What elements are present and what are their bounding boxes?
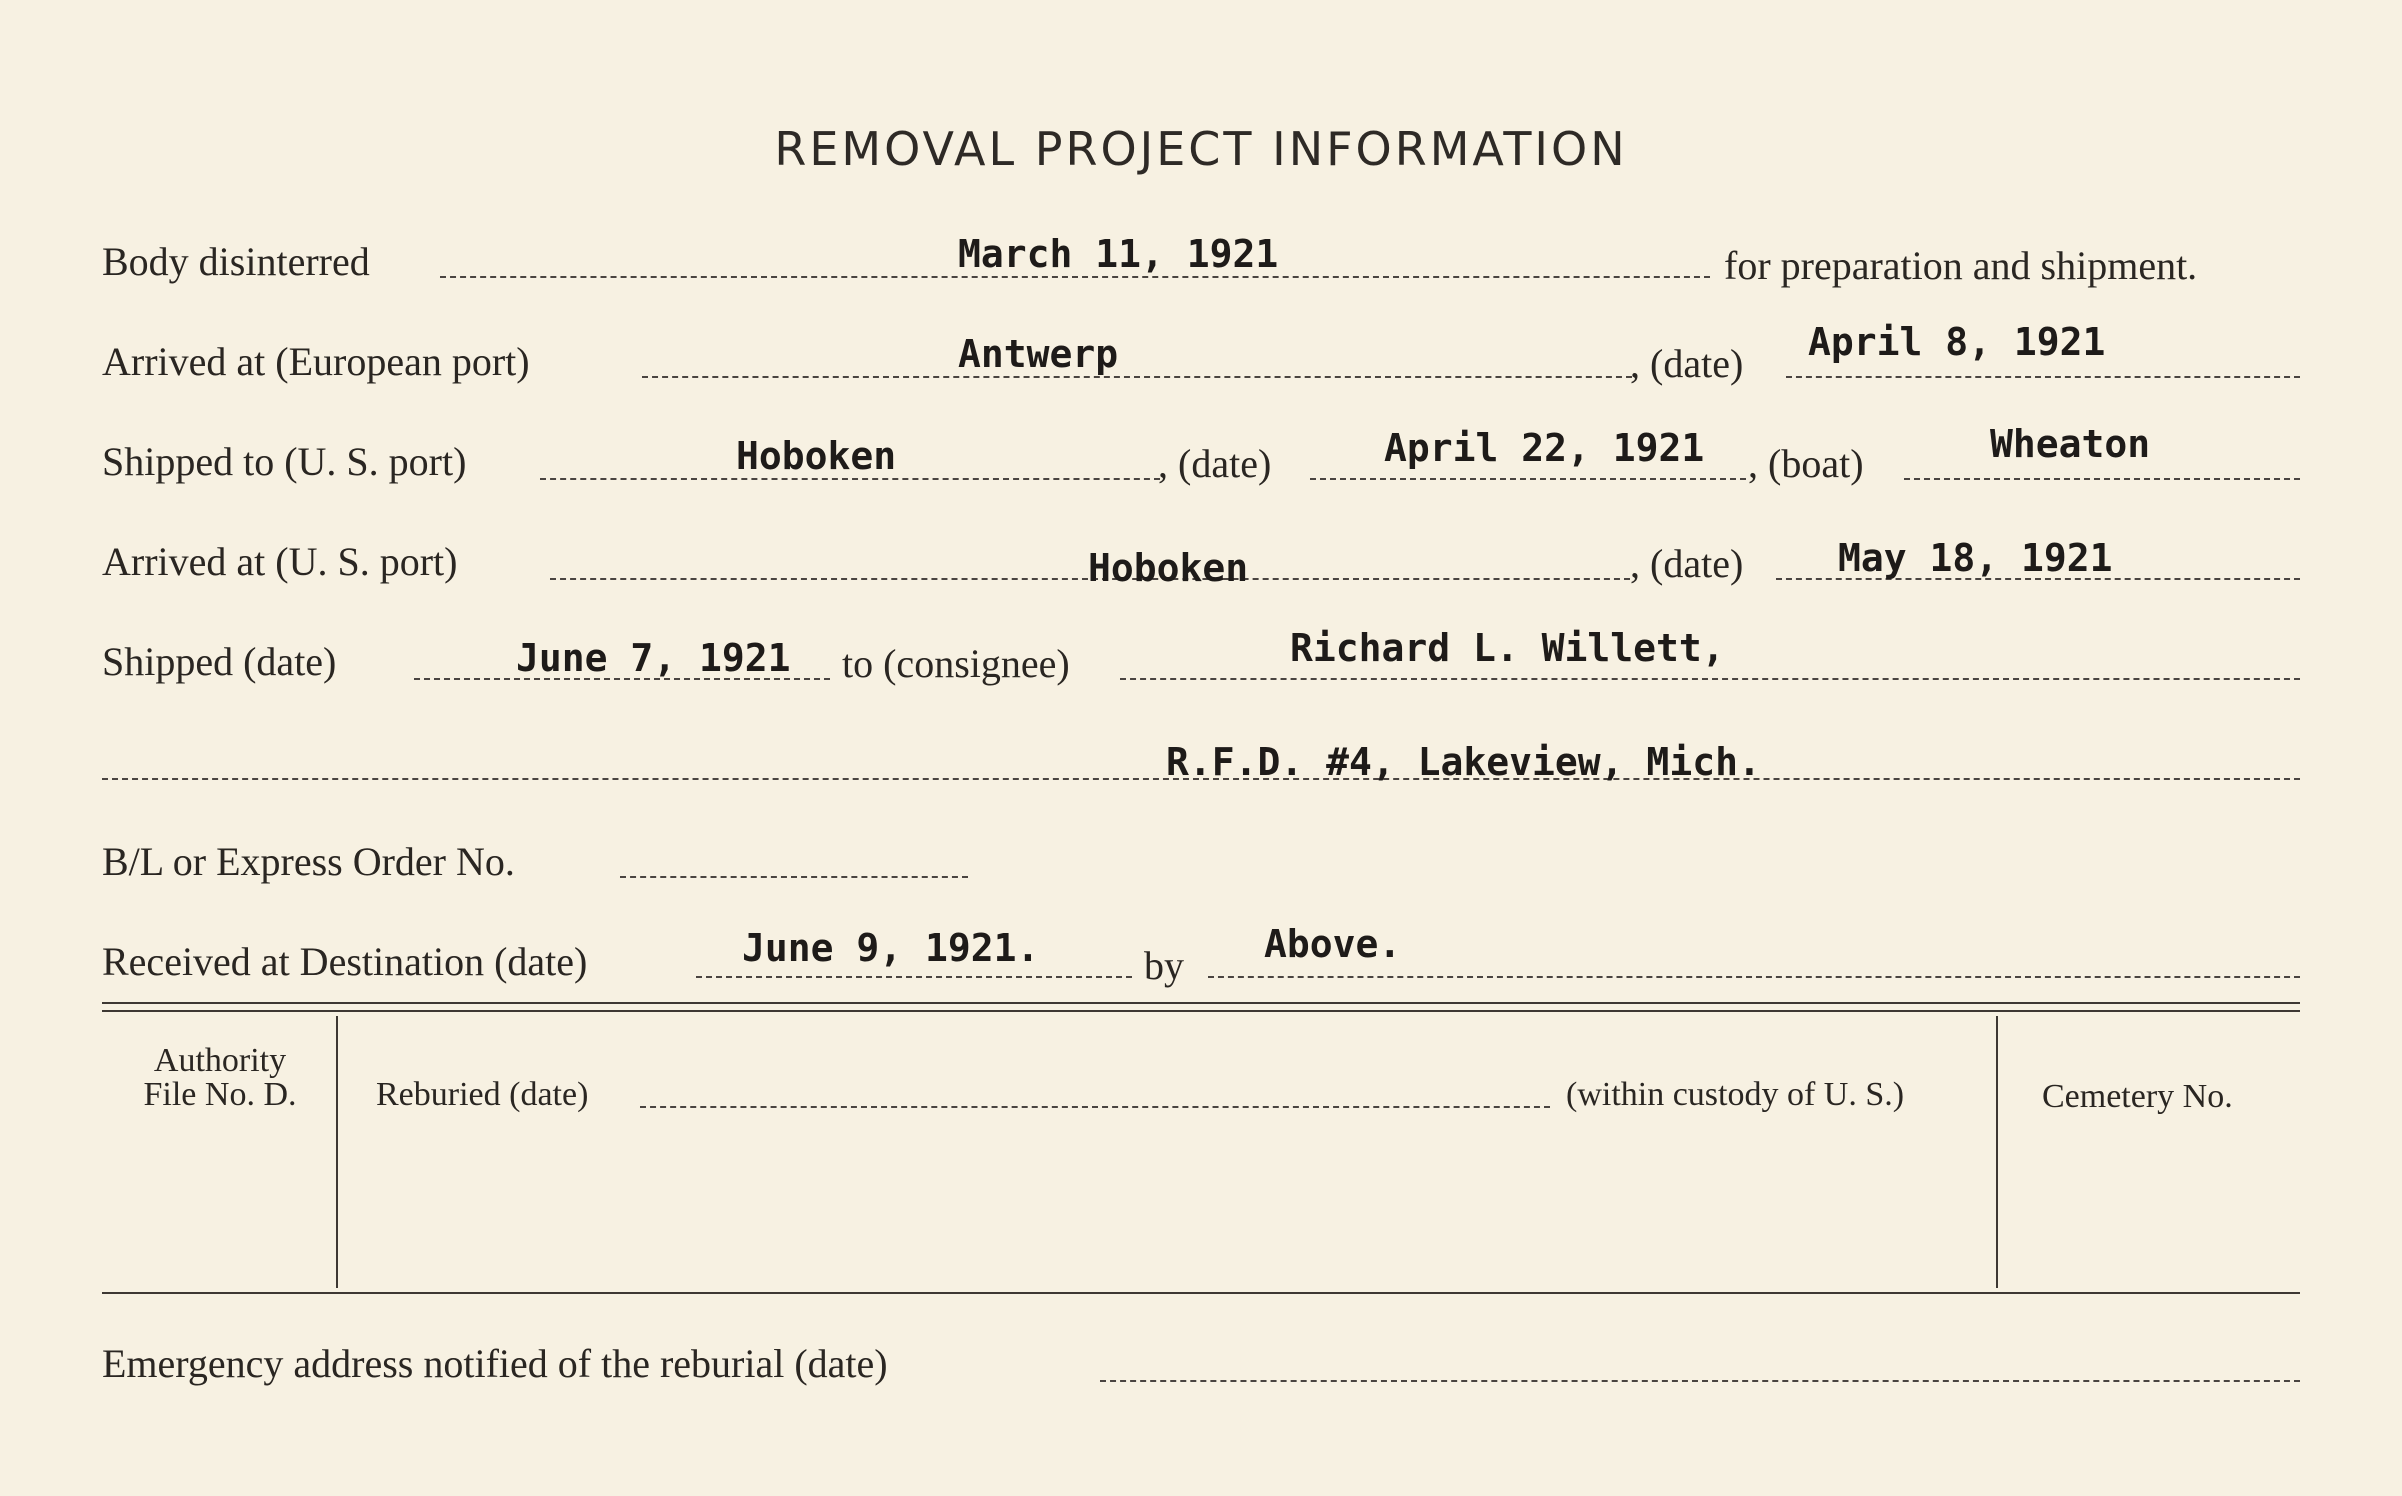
section-rule-bottom — [102, 1292, 2300, 1294]
european-port-value: Antwerp — [958, 332, 1119, 376]
authority-label — [110, 1044, 330, 1112]
reburied-label: Reburied (date) — [376, 1076, 589, 1113]
shipped-us-label: Shipped to (U. S. port) — [102, 439, 467, 484]
consignee-value: Richard L. Willett, — [1290, 626, 1725, 670]
box-divider-left — [336, 1016, 338, 1288]
shipped-date-label: Shipped (date) — [102, 639, 337, 684]
emergency-label: Emergency address notified of the reburial (date) — [102, 1341, 888, 1386]
shipped-us-boat-line — [1904, 478, 2300, 480]
arrived-us-date: May 18, 1921 — [1838, 536, 2113, 580]
received-by-label: by — [1144, 943, 1184, 988]
shipped-us-boat-label: , (boat) — [1748, 441, 1864, 486]
disinterred-line — [440, 276, 1710, 278]
bl-line — [620, 876, 968, 878]
received-line — [696, 976, 1132, 978]
shipped-us-boat: Wheaton — [1990, 422, 2151, 466]
section-rule-top — [102, 1002, 2300, 1004]
shipped-us-date-label: , (date) — [1158, 441, 1272, 486]
shipped-us-date: April 22, 1921 — [1384, 426, 1705, 470]
shipped-us-line — [540, 478, 1160, 480]
disinterred-label: Body disinterred — [102, 239, 370, 284]
box-divider-right — [1996, 1016, 1998, 1288]
authority-label-line1: Authority — [153, 1042, 287, 1079]
received-by-line — [1208, 976, 2300, 978]
consignee-label: to (consignee) — [842, 641, 1070, 686]
consignee-line — [1120, 678, 2300, 680]
arrived-us-value: Hoboken — [1088, 546, 1249, 590]
emergency-line — [1100, 1380, 2300, 1382]
reburied-line — [640, 1106, 1550, 1108]
received-label: Received at Destination (date) — [102, 939, 588, 984]
european-port-line — [642, 376, 1632, 378]
bl-label: B/L or Express Order No. — [102, 839, 515, 884]
received-value: June 9, 1921. — [742, 926, 1040, 970]
shipped-us-date-line — [1310, 478, 1746, 480]
european-port-date: April 8, 1921 — [1808, 320, 2106, 364]
european-port-date-label: , (date) — [1630, 341, 1744, 386]
received-by-value: Above. — [1264, 922, 1402, 966]
european-port-label: Arrived at (European port) — [102, 339, 530, 384]
page-title: REMOVAL PROJECT INFORMATION — [774, 122, 1628, 176]
address-value: R.F.D. #4, Lakeview, Mich. — [1166, 740, 1761, 784]
shipped-us-value: Hoboken — [736, 434, 897, 478]
arrived-us-date-label: , (date) — [1630, 541, 1744, 586]
disinterred-value: March 11, 1921 — [958, 232, 1279, 276]
section-rule-top-inner — [102, 1010, 2300, 1012]
european-port-date-line — [1786, 376, 2300, 378]
cemetery-label: Cemetery No. — [2042, 1078, 2233, 1115]
arrived-us-label: Arrived at (U. S. port) — [102, 539, 458, 584]
custody-label: (within custody of U. S.) — [1566, 1076, 1905, 1113]
disinterred-suffix: for preparation and shipment. — [1724, 243, 2198, 288]
authority-label-line2: File No. D. — [143, 1076, 297, 1113]
shipped-date-value: June 7, 1921 — [516, 636, 791, 680]
